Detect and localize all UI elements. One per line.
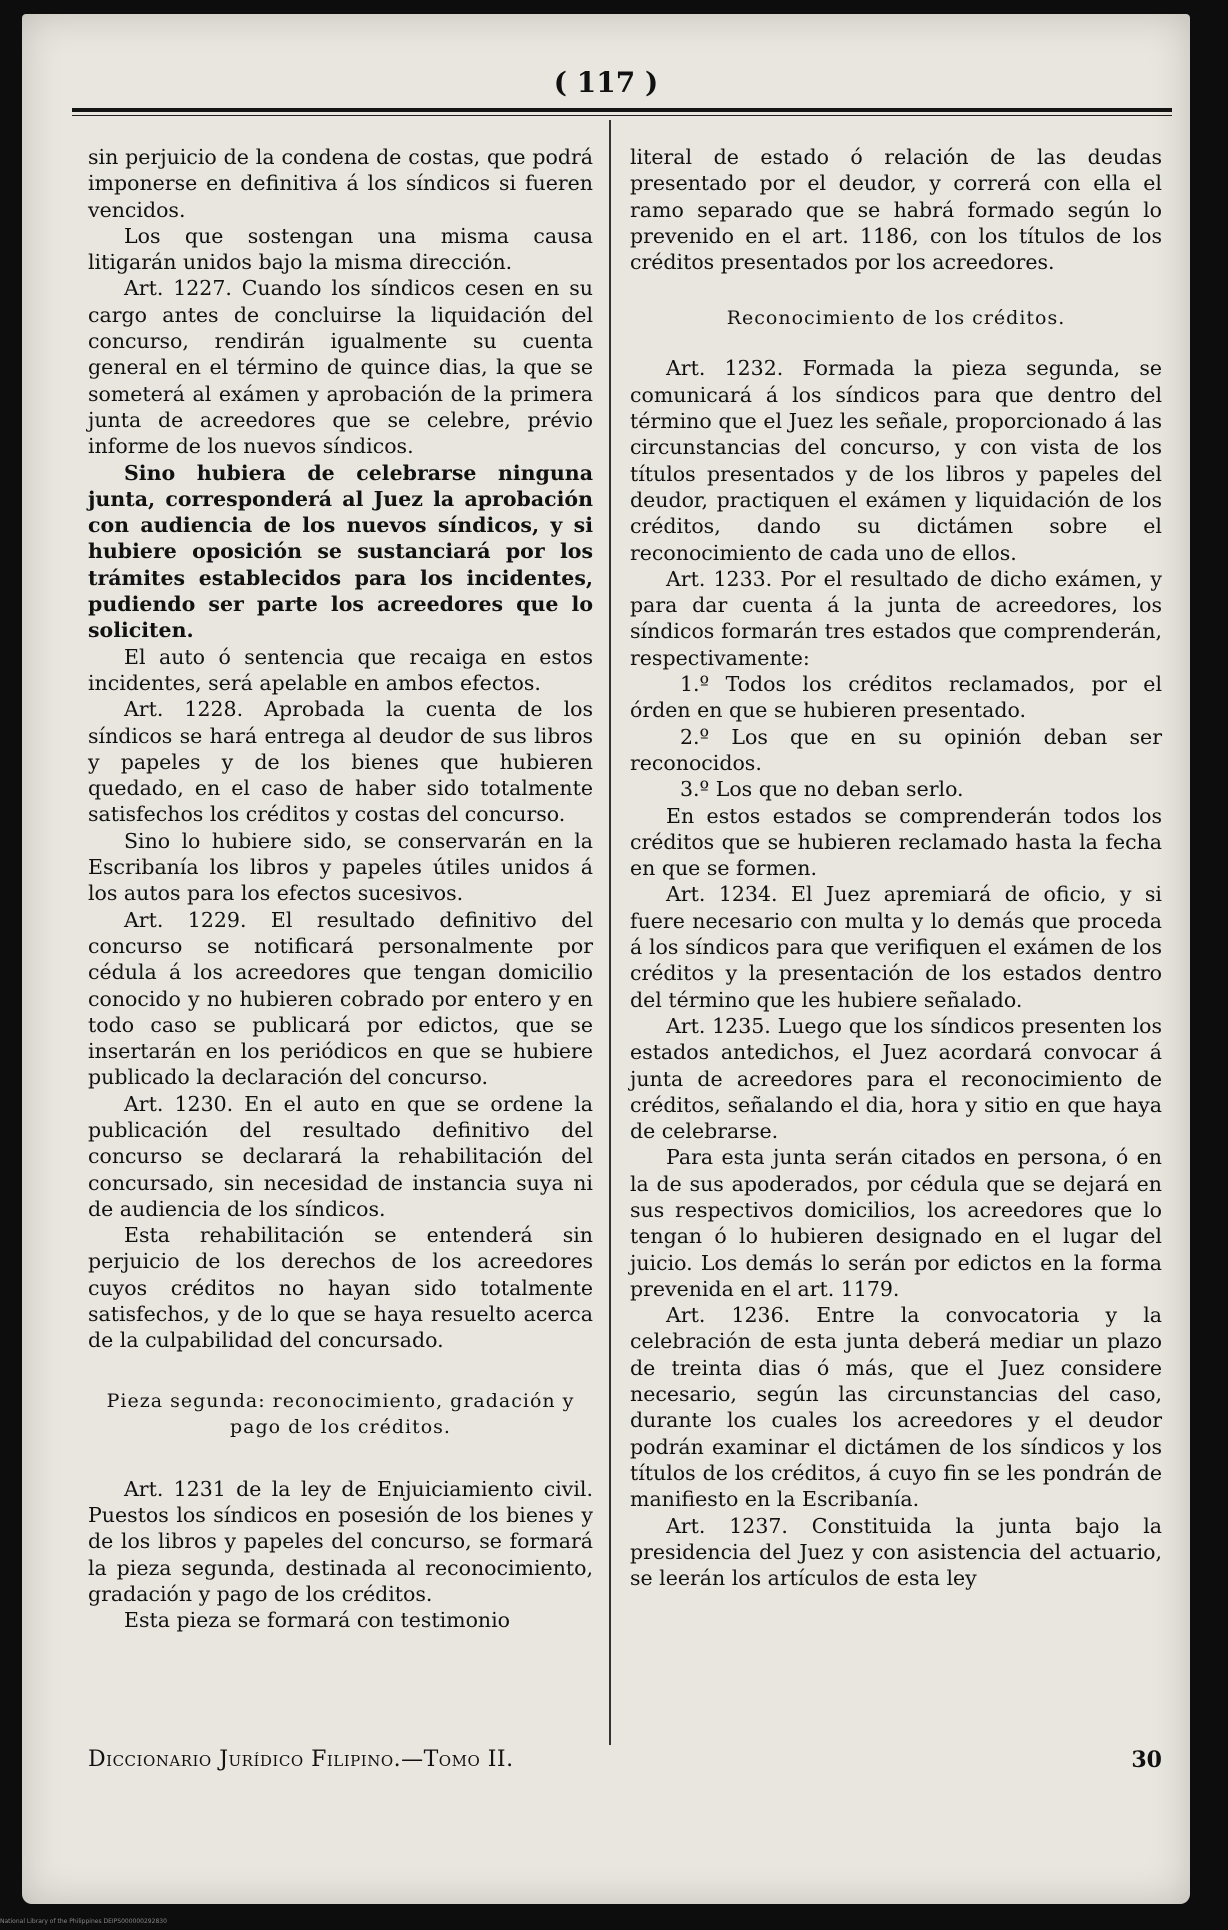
- article-1236: [630, 1302, 1162, 1512]
- signature-number: 30: [1131, 1747, 1162, 1773]
- article-text: Entre la convocatoria y la celebración de esta junta deberá mediar un plazo de treinta dias ó más, que el Juez considere necesario, según las circunstancias del caso, durante los cuales los acreedores y el deudor podrán examinar el dictámen de los síndicos y los títulos de los créditos, á cuyo fin se les pondrán de manifiesto en la Escribanía.: [630, 1303, 1162, 1512]
- article-1235: [630, 1013, 1162, 1144]
- paragraph: Esta pieza se formará con testimonio: [124, 1608, 511, 1633]
- paragraph: El auto ó sentencia que recaiga en estos incidentes, será apelable en ambos efectos.: [88, 644, 593, 695]
- article-1233: [630, 566, 1162, 671]
- section-heading: Pieza segunda: reconocimiento, gradación y pago de los créditos.: [106, 1389, 575, 1438]
- column-divider: [609, 120, 611, 1745]
- article-text: Cuando los síndicos cesen en su cargo antes de concluirse la liquidación del concurso, rendirán igualmente su cuenta general en el término de quince dias, la que se someterá al exámen y aprobación de la primera junta de acreedores que se celebre, prévio informe de los nuevos síndicos.: [88, 276, 593, 459]
- book-page: [22, 14, 1190, 1904]
- article-text: Luego que los síndicos presenten los estados antedichos, el Juez acordará convocar á junta de acreedores para el reconocimiento de créditos, señalando el dia, hora y sitio en que haya de celebrarse.: [630, 1013, 1162, 1144]
- paragraph: sin perjuicio de la condena de costas, que podrá imponerse en definitiva á los síndicos si fueren vencidos.: [88, 145, 593, 222]
- article-text: de la ley de Enjuiciamiento civil. Puestos los síndicos en posesión de los bienes y de los libros y papeles del concurso, se formará la pieza segunda, destinada al reconocimiento, gradación y pago de los créditos.: [88, 1476, 593, 1606]
- article-text: El Juez apremiará de oficio, y si fuere necesario con multa y lo demás que proceda á los síndicos para que verifiquen el exámen de los créditos y la presentación de los estados dentro del término que les hubiere señalado.: [630, 882, 1162, 1012]
- article-1230: [88, 1091, 593, 1222]
- paragraph: En estos estados se comprenderán todos los créditos que se hubieren reclamado hasta la fecha en que se formen.: [630, 803, 1162, 881]
- article-number: Art. 1237.: [666, 1513, 788, 1538]
- article-text: El resultado definitivo del concurso se notificará personalmente por cédula á los acreedores que tengan domicilio conocido y no hubieren cobrado por entero y en todo caso se publicará por edictos, que se insertarán en los periódicos en que se hubiere publicado la declaración del concurso.: [88, 907, 594, 1090]
- article-number: Art. 1233.: [666, 566, 773, 591]
- article-text: Por el resultado de dicho exámen, y para dar cuenta á la junta de acreedores, los síndicos formarán tres estados que comprenderán, respectivamente:: [630, 566, 1162, 670]
- paragraph: Los que sostengan una misma causa litigarán unidos bajo la misma dirección.: [88, 223, 593, 275]
- article-text: En el auto en que se ordene la publicación del resultado definitivo del concurso se declarará la rehabilitación del concursado, sin necesidad de instancia suya ni de audiencia de los síndicos.: [88, 1091, 593, 1221]
- article-number: Art. 1236.: [666, 1303, 791, 1328]
- article-1234: [630, 881, 1162, 1012]
- paragraph: Esta rehabilitación se entenderá sin perjuicio de los derechos de los acreedores cuyos créditos no hayan sido totalmente satisfechos, y de lo que se haya resuelto acerca de la culpabilidad del concursado.: [88, 1223, 593, 1353]
- header-rule-thin: [72, 115, 1172, 116]
- paragraph: Para esta junta serán citados en persona, ó en la de sus apoderados, por cédula que se dejará en sus respectivos domicilios, los acreedores que lo tengan ó lo hubieren designado en el lugar del juicio. Los demás lo serán por edictos en la forma prevenida en el art. 1179.: [630, 1145, 1162, 1301]
- running-footer-title: Diccionario Jurídico Filipino.—Tomo II.: [88, 1747, 514, 1772]
- article-number: Art. 1229.: [124, 907, 247, 932]
- article-number: Art. 1231: [124, 1476, 226, 1501]
- header-rule: [72, 108, 1172, 112]
- article-1231: [88, 1476, 593, 1607]
- list-item: 2.º Los que en su opinión deban ser reconocidos.: [630, 724, 1162, 775]
- article-1237: [630, 1513, 1162, 1592]
- article-number: Art. 1228.: [124, 697, 244, 722]
- article-1232: [630, 355, 1162, 565]
- paragraph: Sino lo hubiere sido, se conservarán en la Escribanía los libros y papeles útiles unidos á los autos para los efectos sucesivos.: [88, 828, 593, 906]
- article-number: Art. 1235.: [666, 1013, 771, 1038]
- right-column: [630, 144, 1162, 1591]
- list-item: 3.º Los que no deban serlo.: [680, 777, 964, 802]
- article-number: Art. 1227.: [124, 276, 232, 301]
- scan-credit: National Library of the Philippines DEIPS000000292830: [0, 1918, 167, 1925]
- article-text: Aprobada la cuenta de los síndicos se hará entrega al deudor de sus libros y papeles y de los bienes que hubieren quedado, en el caso de haber sido totalmente satisfechos los créditos y costas del concurso.: [88, 697, 593, 827]
- article-text: Constituida la junta bajo la presidencia del Juez y con asistencia del actuario, se leerán los artículos de esta ley: [630, 1513, 1162, 1591]
- list-item: 1.º Todos los créditos reclamados, por el órden en que se hubieren presentado.: [630, 672, 1162, 723]
- article-number: Art. 1230.: [124, 1091, 234, 1116]
- article-number: Art. 1232.: [666, 356, 784, 381]
- bold-text: Sino hubiera de celebrarse ninguna junta, corresponderá al Juez la aprobación con audiencia de los nuevos síndicos, y si hubiere oposición se sustanciará por los trámites establecidos para los incidentes, pudiendo ser parte los acreedores que lo soliciten.: [88, 460, 593, 643]
- section-heading: Reconocimiento de los créditos.: [726, 307, 1066, 330]
- paragraph: literal de estado ó relación de las deudas presentado por el deudor, y correrá con ella el ramo separado que se habrá formado según lo prevenido en el art. 1186, con los títulos de los créditos presentados por los acreedores.: [630, 145, 1162, 275]
- article-text: Formada la pieza segunda, se comunicará á los síndicos para que dentro del término que el Juez les señale, proporcionado á las circunstancias del concurso, y con vista de los títulos presentados y de los libros y papeles del deudor, practiquen el exámen y liquidación de los créditos, dando su dictámen sobre el reconocimiento de cada uno de ellos.: [630, 356, 1162, 565]
- article-1228: [88, 696, 593, 827]
- paragraph: [88, 460, 593, 644]
- left-column: [88, 144, 593, 1633]
- article-1229: [88, 907, 593, 1091]
- article-number: Art. 1234.: [666, 882, 778, 907]
- page-number: ( 117 ): [553, 66, 659, 99]
- article-1227: [88, 275, 593, 459]
